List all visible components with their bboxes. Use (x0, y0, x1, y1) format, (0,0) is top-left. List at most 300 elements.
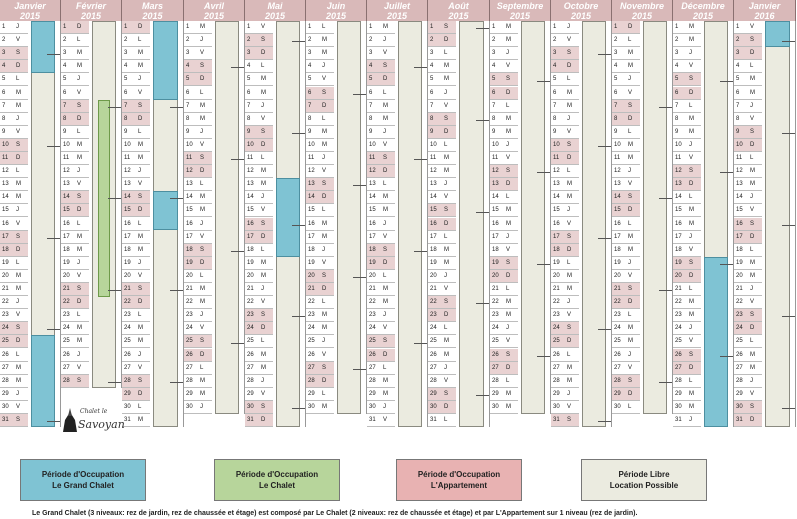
day-letter: D (441, 34, 456, 47)
day-number: 1 (61, 21, 74, 34)
day-number: 18 (61, 244, 74, 257)
day-letter: D (319, 283, 334, 296)
day-letter: V (197, 47, 212, 60)
day-number: 29 (551, 388, 564, 401)
day-letter: L (441, 139, 456, 152)
day-letter: J (564, 204, 579, 217)
day-number: 21 (612, 283, 625, 296)
day-letter: S (319, 270, 334, 283)
day-number: 7 (673, 100, 686, 113)
day-letter: D (441, 126, 456, 139)
day-letter: L (747, 335, 762, 348)
day-number: 6 (306, 87, 319, 100)
day-letter: V (503, 152, 518, 165)
month-header (551, 0, 612, 21)
day-letter: L (135, 401, 150, 414)
day-number: 11 (612, 152, 625, 165)
column-divider (795, 21, 796, 427)
day-letter: D (258, 47, 273, 60)
day-number: 20 (673, 270, 686, 283)
day-number: 28 (0, 375, 13, 388)
day-number: 6 (551, 87, 564, 100)
day-letter: V (74, 362, 89, 375)
day-number: 5 (184, 73, 197, 86)
day-letter: M (74, 231, 89, 244)
day-number: 15 (367, 204, 380, 217)
day-letter: V (564, 401, 579, 414)
day-number: 14 (551, 191, 564, 204)
day-letter: D (13, 152, 28, 165)
day-number: 31 (734, 414, 747, 427)
day-letter: D (503, 362, 518, 375)
day-letter: S (258, 401, 273, 414)
day-letter: D (564, 244, 579, 257)
day-letter: M (74, 152, 89, 165)
footer-note: Le Grand Chalet (3 niveaux: rez de jardin, rez de chaussée et étage) est composé par Le Chalet (2 niveaux: rez de chaussée et étage) et par L'Appartement sur 1 niveau (rez de jardin). (32, 510, 638, 517)
day-letter: M (625, 244, 640, 257)
week-separator (108, 290, 122, 291)
day-number: 27 (61, 362, 74, 375)
day-number: 12 (367, 165, 380, 178)
day-number: 30 (734, 401, 747, 414)
day-letter: M (441, 152, 456, 165)
day-letter: D (747, 47, 762, 60)
day-letter: M (74, 322, 89, 335)
day-letter: V (441, 283, 456, 296)
day-number: 15 (0, 204, 13, 217)
day-number: 18 (0, 244, 13, 257)
week-separator (476, 212, 490, 213)
day-letter: M (503, 204, 518, 217)
day-number: 11 (428, 152, 441, 165)
day-number: 7 (551, 100, 564, 113)
day-number: 29 (612, 388, 625, 401)
day-number: 13 (184, 178, 197, 191)
day-number: 23 (551, 309, 564, 322)
day-number: 17 (184, 231, 197, 244)
day-letter: S (441, 21, 456, 34)
day-number: 29 (673, 388, 686, 401)
period-grand-chalet (31, 21, 55, 73)
day-number: 8 (306, 113, 319, 126)
logo-line1: Chalet le (80, 408, 108, 415)
day-letter: S (13, 231, 28, 244)
day-number: 2 (490, 34, 503, 47)
day-letter: V (441, 375, 456, 388)
day-letter: M (258, 362, 273, 375)
day-number: 15 (673, 204, 686, 217)
day-letter: M (625, 335, 640, 348)
week-separator (782, 225, 796, 226)
day-letter: J (13, 296, 28, 309)
day-letter: J (319, 244, 334, 257)
day-letter: M (747, 73, 762, 86)
day-letter: S (135, 100, 150, 113)
day-number: 24 (61, 322, 74, 335)
day-letter: M (441, 244, 456, 257)
week-separator (537, 264, 551, 265)
day-number: 11 (673, 152, 686, 165)
day-number: 7 (61, 100, 74, 113)
day-number: 24 (551, 322, 564, 335)
day-number: 19 (122, 257, 135, 270)
day-letter: M (686, 21, 701, 34)
month-name: Janvier (748, 1, 781, 11)
day-number: 27 (612, 362, 625, 375)
day-number: 6 (245, 87, 258, 100)
day-number: 21 (490, 283, 503, 296)
day-number: 10 (306, 139, 319, 152)
day-letter: D (197, 73, 212, 86)
day-number: 9 (428, 126, 441, 139)
month-header (612, 0, 673, 21)
day-letter: M (503, 309, 518, 322)
period-grand-chalet (704, 257, 728, 427)
day-number: 11 (306, 152, 319, 165)
legend-grand-chalet (20, 459, 146, 501)
day-number: 28 (61, 375, 74, 388)
day-number: 21 (428, 283, 441, 296)
day-number: 25 (245, 335, 258, 348)
day-number: 11 (245, 152, 258, 165)
month-year: 2015 (570, 11, 592, 21)
day-letter: M (135, 139, 150, 152)
day-number: 22 (367, 296, 380, 309)
day-letter: D (380, 73, 395, 86)
day-letter: V (564, 34, 579, 47)
day-letter: M (197, 113, 212, 126)
day-number: 28 (367, 375, 380, 388)
day-number: 18 (551, 244, 564, 257)
day-letter: M (441, 73, 456, 86)
day-number: 27 (490, 362, 503, 375)
day-letter: J (686, 231, 701, 244)
day-number: 5 (673, 73, 686, 86)
day-number: 7 (122, 100, 135, 113)
day-number: 26 (0, 349, 13, 362)
day-letter: V (564, 218, 579, 231)
legend-grand-chalet-line2: Le Grand Chalet (52, 481, 114, 490)
day-letter: M (686, 388, 701, 401)
day-number: 17 (734, 231, 747, 244)
day-number: 2 (612, 34, 625, 47)
day-number: 13 (673, 178, 686, 191)
occupancy-strip (215, 21, 239, 414)
day-number: 5 (490, 73, 503, 86)
day-letter: L (13, 349, 28, 362)
day-letter: L (380, 178, 395, 191)
day-number: 19 (428, 257, 441, 270)
day-letter: D (135, 296, 150, 309)
day-letter: J (625, 257, 640, 270)
day-number: 14 (490, 191, 503, 204)
day-number: 21 (734, 283, 747, 296)
day-letter: V (135, 362, 150, 375)
month-name: Février (75, 1, 107, 11)
day-number: 13 (734, 178, 747, 191)
day-letter: M (197, 375, 212, 388)
day-number: 18 (245, 244, 258, 257)
day-number: 15 (306, 204, 319, 217)
day-number: 23 (673, 309, 686, 322)
day-letter: M (258, 73, 273, 86)
day-number: 13 (367, 178, 380, 191)
day-letter: D (74, 21, 89, 34)
day-letter: V (197, 322, 212, 335)
day-number: 29 (0, 388, 13, 401)
day-number: 6 (734, 87, 747, 100)
day-number: 3 (612, 47, 625, 60)
day-number: 20 (612, 270, 625, 283)
day-letter: M (135, 47, 150, 60)
day-number: 4 (0, 60, 13, 73)
week-separator (476, 28, 490, 29)
day-letter: J (564, 21, 579, 34)
day-letter: L (503, 100, 518, 113)
day-number: 18 (122, 244, 135, 257)
day-number: 27 (0, 362, 13, 375)
month-name: Mars (141, 1, 163, 11)
day-letter: M (197, 100, 212, 113)
day-letter: S (380, 60, 395, 73)
period-grand-chalet (31, 335, 55, 427)
day-letter: D (135, 113, 150, 126)
day-letter: D (135, 388, 150, 401)
day-number: 8 (367, 113, 380, 126)
day-number: 22 (551, 296, 564, 309)
day-number: 19 (490, 257, 503, 270)
day-number: 18 (490, 244, 503, 257)
day-letter: S (135, 191, 150, 204)
day-number: 19 (673, 257, 686, 270)
day-number: 10 (367, 139, 380, 152)
period-grand-chalet (153, 21, 178, 100)
day-number: 5 (612, 73, 625, 86)
month-name: Juillet (383, 1, 410, 11)
day-number: 28 (306, 375, 319, 388)
day-letter: J (564, 113, 579, 126)
day-number: 31 (673, 414, 686, 427)
day-number: 27 (184, 362, 197, 375)
day-number: 8 (673, 113, 686, 126)
day-letter: D (564, 152, 579, 165)
day-letter: D (197, 349, 212, 362)
day-letter: M (319, 47, 334, 60)
day-number: 9 (184, 126, 197, 139)
day-number: 26 (122, 349, 135, 362)
week-separator (170, 382, 184, 383)
day-letter: S (747, 126, 762, 139)
day-number: 9 (61, 126, 74, 139)
day-number: 16 (734, 218, 747, 231)
day-number: 21 (184, 283, 197, 296)
day-number: 10 (490, 139, 503, 152)
day-letter: L (441, 322, 456, 335)
day-number: 10 (551, 139, 564, 152)
day-number: 2 (673, 34, 686, 47)
day-letter: M (686, 34, 701, 47)
day-letter: L (13, 165, 28, 178)
day-letter: J (319, 335, 334, 348)
day-letter: V (13, 401, 28, 414)
legend-appartement-line1: Période d'Occupation (417, 470, 501, 479)
day-letter: V (13, 309, 28, 322)
day-letter: J (686, 47, 701, 60)
day-letter: L (625, 309, 640, 322)
month-year: 2015 (203, 11, 225, 21)
week-separator (598, 238, 612, 239)
week-separator (476, 120, 490, 121)
day-letter: M (74, 139, 89, 152)
day-number: 17 (367, 231, 380, 244)
day-letter: L (380, 362, 395, 375)
day-letter: D (441, 218, 456, 231)
day-number: 22 (245, 296, 258, 309)
week-separator (231, 67, 245, 68)
period-grand-chalet (153, 191, 178, 230)
week-separator (414, 343, 428, 344)
day-letter: V (747, 296, 762, 309)
day-letter: V (258, 296, 273, 309)
day-number: 5 (428, 73, 441, 86)
legend-le-chalet-line1: Période d'Occupation (235, 470, 319, 479)
month-year: 2015 (448, 11, 469, 21)
day-letter: V (564, 126, 579, 139)
day-number: 28 (122, 375, 135, 388)
day-letter: D (625, 204, 640, 217)
day-letter: M (13, 375, 28, 388)
day-letter: L (625, 401, 640, 414)
day-number: 16 (0, 218, 13, 231)
day-letter: V (503, 60, 518, 73)
day-letter: M (441, 349, 456, 362)
day-letter: J (135, 165, 150, 178)
day-number: 6 (367, 87, 380, 100)
day-number: 8 (490, 113, 503, 126)
day-number: 11 (490, 152, 503, 165)
day-number: 15 (490, 204, 503, 217)
day-number: 21 (367, 283, 380, 296)
day-letter: J (74, 165, 89, 178)
day-number: 12 (245, 165, 258, 178)
day-number: 26 (551, 349, 564, 362)
week-separator (170, 107, 184, 108)
day-number: 13 (61, 178, 74, 191)
day-number: 26 (428, 349, 441, 362)
day-letter: L (74, 34, 89, 47)
day-number: 26 (367, 349, 380, 362)
day-number: 21 (0, 283, 13, 296)
week-separator (598, 329, 612, 330)
week-separator (659, 290, 673, 291)
day-number: 8 (61, 113, 74, 126)
day-letter: L (503, 375, 518, 388)
day-letter: S (74, 375, 89, 388)
day-letter: L (319, 21, 334, 34)
day-letter: D (686, 362, 701, 375)
day-number: 31 (122, 414, 135, 427)
day-number: 2 (122, 34, 135, 47)
day-letter: S (686, 165, 701, 178)
day-number: 26 (490, 349, 503, 362)
day-number: 7 (734, 100, 747, 113)
day-number: 11 (0, 152, 13, 165)
week-separator (414, 251, 428, 252)
day-letter: S (380, 335, 395, 348)
day-letter: M (503, 401, 518, 414)
legend-appartement-line2: L'Appartement (430, 481, 488, 490)
period-grand-chalet (765, 21, 790, 47)
day-letter: S (258, 309, 273, 322)
day-letter: V (625, 362, 640, 375)
day-number: 22 (122, 296, 135, 309)
day-letter: S (380, 244, 395, 257)
day-number: 23 (490, 309, 503, 322)
day-letter: V (197, 139, 212, 152)
occupancy-strip (337, 21, 361, 414)
day-number: 31 (428, 414, 441, 427)
week-separator (537, 81, 551, 82)
day-letter: M (441, 335, 456, 348)
day-number: 19 (367, 257, 380, 270)
day-number: 25 (612, 335, 625, 348)
day-number: 9 (245, 126, 258, 139)
day-letter: J (380, 218, 395, 231)
day-letter: J (380, 309, 395, 322)
week-separator (598, 421, 612, 422)
day-number: 27 (306, 362, 319, 375)
month-name: Septembre (496, 1, 544, 11)
day-letter: J (197, 34, 212, 47)
day-number: 24 (734, 322, 747, 335)
week-separator (47, 54, 61, 55)
day-letter: L (747, 152, 762, 165)
day-number: 17 (245, 231, 258, 244)
day-letter: D (686, 87, 701, 100)
day-number: 4 (673, 60, 686, 73)
day-letter: D (686, 270, 701, 283)
day-number: 22 (428, 296, 441, 309)
day-number: 22 (306, 296, 319, 309)
day-number: 15 (245, 204, 258, 217)
day-number: 13 (122, 178, 135, 191)
day-letter: M (747, 257, 762, 270)
day-letter: D (380, 349, 395, 362)
legend-grand-chalet-line1: Période d'Occupation (41, 470, 125, 479)
week-separator (598, 54, 612, 55)
day-letter: M (135, 322, 150, 335)
day-letter: V (503, 335, 518, 348)
day-letter: J (564, 388, 579, 401)
day-letter: L (74, 218, 89, 231)
day-number: 27 (122, 362, 135, 375)
day-letter: S (197, 60, 212, 73)
day-letter: J (74, 349, 89, 362)
day-number: 28 (551, 375, 564, 388)
day-letter: S (503, 73, 518, 86)
month-header (734, 0, 796, 21)
day-letter: V (686, 244, 701, 257)
week-separator (47, 421, 61, 422)
day-letter: M (625, 47, 640, 60)
day-letter: M (319, 401, 334, 414)
day-letter: M (686, 204, 701, 217)
month-name: Novembre (619, 1, 664, 11)
week-separator (292, 408, 306, 409)
day-letter: M (135, 244, 150, 257)
day-letter: M (380, 296, 395, 309)
month-name: Août (448, 1, 469, 11)
